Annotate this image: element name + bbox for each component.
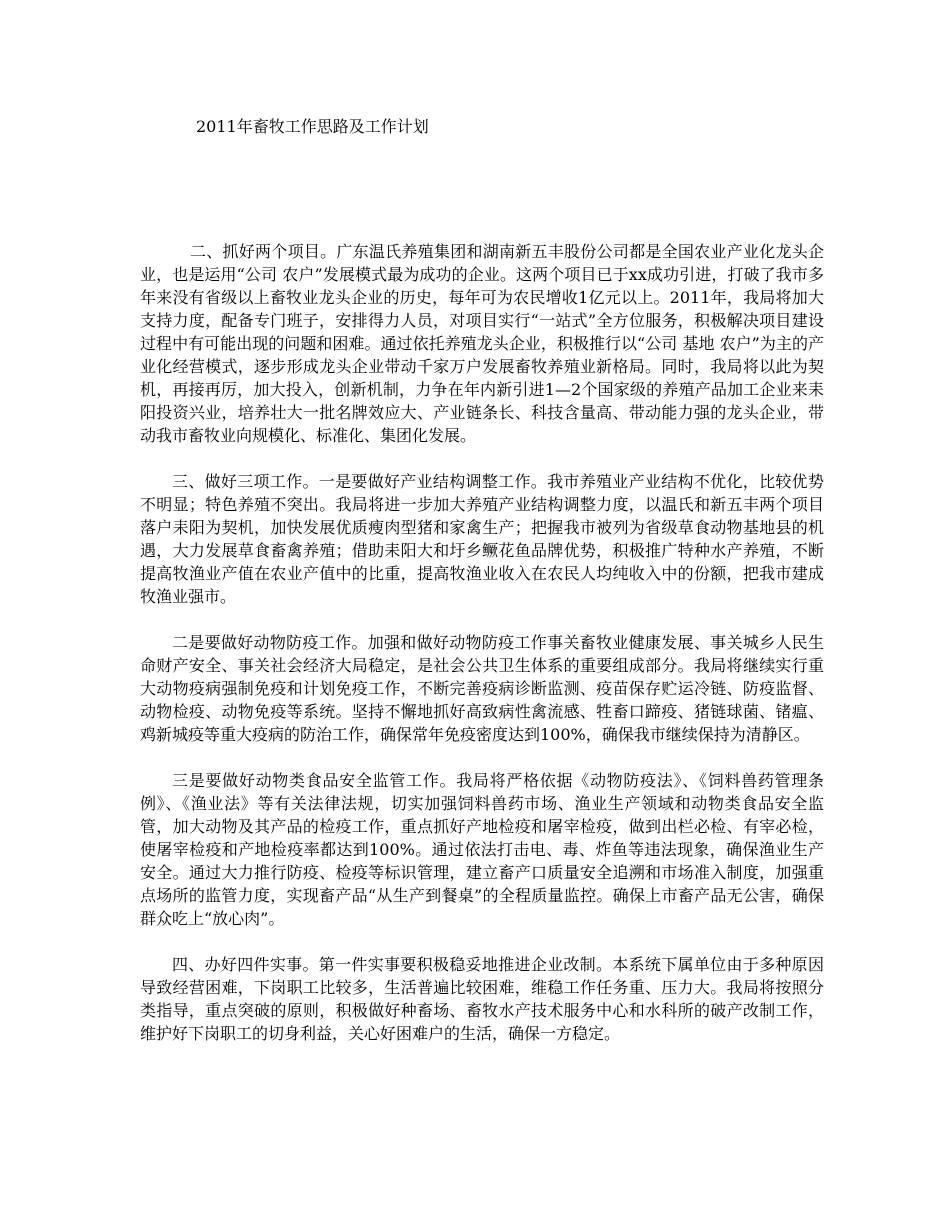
paragraph-three-tasks: 三、做好三项工作。一是要做好产业结构调整工作。我市养殖业产业结构不优化，比较优势不明显；特色养殖不突出。我局将进一步加大养殖产业结构调整力度，以温氏和新五丰两个项目落户耒阳为契机，加快发展优质瘦肉型猪和家禽生产；把握我市被列为省级草食动物基地县的机遇，大力发展草食畜禽养殖；借助耒阳大和圩乡鳜花鱼品牌优势，积极推广特种水产养殖，不断提高牧渔业产值在农业产值中的比重，提高牧渔业收入在农民人均纯收入中的份额，把我市建成牧渔业强市。 bbox=[140, 472, 824, 606]
paragraph-two-projects: 二、抓好两个项目。广东温氏养殖集团和湖南新五丰股份公司都是全国农业产业化龙头企业，也是运用“公司 农户”发展模式最为成功的企业。这两个项目已于xx成功引进，打破了我市多年来没有省级以上畜牧业龙头企业的历史，每年可为农民增收1亿元以上。2011年，我局将加大支持力度，配备专门班子，安排得力人员，对项目实行“一站式”全方位服务，积极解决项目建设过程中有可能出现的问题和困难。通过依托养殖龙头企业，积极推行以“公司 基地 农户”为主的产业化经营模式，逐步形成龙头企业带动千家万户发展畜牧养殖业新格局。同时，我局将以此为契机，再接再厉，加大投入，创新机制，力争在年内新引进1—2个国家级的养殖产品加工企业来耒阳投资兴业，培养壮大一批名牌效应大、产业链条长、科技含量高、带动能力强的龙头企业，带动我市畜牧业向规模化、标准化、集团化发展。 bbox=[140, 242, 824, 445]
document-body bbox=[140, 240, 824, 1068]
document-title: 2011年畜牧工作思路及工作计划 bbox=[196, 117, 429, 136]
paragraph-four-practical-matters: 四、办好四件实事。第一件实事要积极稳妥地推进企业改制。本系统下属单位由于多种原因导致经营困难，下岗职工比较多，生活普遍比较困难，维稳工作任务重、压力大。我局将按照分类指导，重点突破的原则，积极做好种畜场、畜牧水产技术服务中心和水科所的破产改制工作，维护好下岗职工的切身利益，关心好困难户的生活，确保一方稳定。 bbox=[140, 955, 824, 1043]
paragraph-food-safety-supervision: 三是要做好动物类食品安全监管工作。我局将严格依据《动物防疫法》、《饲料兽药管理条例》、《渔业法》等有关法律法规，切实加强饲料兽药市场、渔业生产领域和动物类食品安全监管，加大动物及其产品的检疫工作，重点抓好产地检疫和屠宰检疫，做到出栏必检、有宰必检，使屠宰检疫和产地检疫率都达到100%。通过依法打击电、毒、炸鱼等违法现象，确保渔业生产安全。通过大力推行防疫、检疫等标识管理，建立畜产口质量安全追溯和市场准入制度，加强重点场所的监管力度，实现畜产品“从生产到餐桌”的全程质量监控。确保上市畜产品无公害，确保群众吃上“放心肉”。 bbox=[140, 771, 824, 928]
paragraph-animal-epidemic-prevention: 二是要做好动物防疫工作。加强和做好动物防疫工作事关畜牧业健康发展、事关城乡人民生命财产安全、事关社会经济大局稳定，是社会公共卫生体系的重要组成部分。我局将继续实行重大动物疫病强制免疫和计划免疫工作，不断完善疫病诊断监测、疫苗保存贮运冷链、防疫监督、动物检疫、动物免疫等系统。坚持不懈地抓好高致病性禽流感、牲畜口蹄疫、猪链球菌、锗瘟、鸡新城疫等重大疫病的防治工作，确保常年免疫密度达到100%，确保我市继续保持为清静区。 bbox=[140, 633, 824, 744]
